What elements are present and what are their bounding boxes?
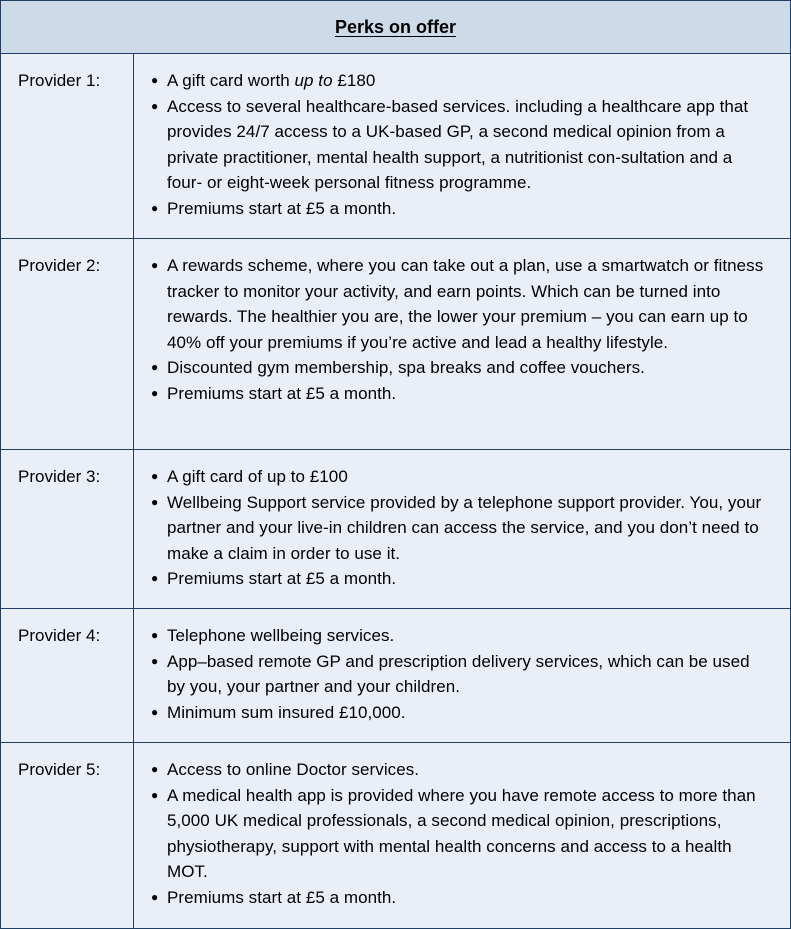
- provider-label: Provider 4:: [1, 609, 134, 742]
- list-item-text: Telephone wellbeing services.: [167, 626, 395, 645]
- bullet-icon: ●: [151, 98, 159, 113]
- list-item-text: A gift card of up to £100: [167, 467, 348, 486]
- list-item: [150, 757, 772, 783]
- bullet-icon: ●: [151, 762, 159, 776]
- list-item-text: Premiums start at £5 a month.: [167, 887, 397, 907]
- table-header: [1, 1, 790, 54]
- list-item-text: Premiums start at £5 a month.: [167, 569, 397, 589]
- bullet-icon: ●: [151, 385, 159, 400]
- provider-label: Provider 2:: [1, 239, 134, 449]
- list-item-text: Minimum sum insured £10,000.: [167, 702, 406, 722]
- bullet-icon: ●: [151, 494, 159, 509]
- bullet-icon: ●: [151, 469, 159, 483]
- perks-list: [150, 68, 772, 222]
- list-item-text: Premiums start at £5 a month.: [167, 198, 397, 218]
- list-item-text: £180: [332, 71, 376, 90]
- list-item: [150, 783, 772, 885]
- provider-row: [1, 743, 790, 929]
- provider-perks: [134, 54, 790, 238]
- list-item: [150, 196, 772, 222]
- list-item: [150, 381, 772, 407]
- list-item-text: Wellbeing Support service provided by a telephone support provider. You, your partner and your live-in children can access the service, and you don’t need to make a claim in order to use it.: [167, 492, 762, 563]
- list-item-text: Discounted gym membership, spa breaks and coffee vouchers.: [167, 358, 645, 378]
- list-item: [150, 700, 772, 726]
- perks-list: [150, 464, 772, 592]
- provider-label: Provider 3:: [1, 450, 134, 608]
- bullet-icon: ●: [151, 360, 159, 375]
- list-item-emphasis: up to: [294, 71, 333, 90]
- list-item-text: A rewards scheme, where you can take out a plan, use a smartwatch or fitness tracker to monitor your activity, and earn points. Which can be turned into rewards. The healthier you are, the lower your premium – you can earn up to 40% off your premiums if you’re active and lead a healthy lifestyle.: [167, 256, 764, 352]
- bullet-icon: ●: [151, 704, 159, 719]
- bullet-icon: ●: [151, 653, 159, 668]
- list-item: [150, 68, 772, 94]
- provider-label: Provider 1:: [1, 54, 134, 238]
- provider-perks: [134, 743, 790, 929]
- bullet-icon: ●: [151, 73, 159, 87]
- bullet-icon: ●: [151, 889, 159, 904]
- list-item-text: Premiums start at £5 a month.: [167, 383, 397, 403]
- perks-list: [150, 623, 772, 725]
- list-item: [150, 253, 772, 355]
- list-item: [150, 490, 772, 567]
- list-item: [150, 649, 772, 700]
- provider-perks: [134, 609, 790, 742]
- bullet-icon: ●: [151, 258, 159, 272]
- provider-row: [1, 239, 790, 450]
- list-item: [150, 355, 772, 381]
- provider-perks: [134, 450, 790, 608]
- bullet-icon: ●: [151, 200, 159, 215]
- bullet-icon: ●: [151, 628, 159, 642]
- list-item-text: A medical health app is provided where you have remote access to more than 5,000 UK medical professionals, a second medical opinion, prescriptions, physiotherapy, support with mental health concerns and access to a health MOT.: [167, 785, 756, 882]
- list-item-text: Access to several healthcare-based services. including a healthcare app that provides 24/7 access to a UK-based GP, a second medical opinion from a private practitioner, mental health support, a nutritionist con-sultation and a four- or eight-week personal fitness programme.: [167, 96, 749, 193]
- list-item-text: Access to online Doctor services.: [167, 760, 420, 779]
- list-item-text: A gift card worth: [167, 71, 295, 90]
- provider-row: [1, 450, 790, 609]
- provider-row: [1, 54, 790, 239]
- table-title: Perks on offer: [334, 16, 457, 37]
- list-item: [150, 94, 772, 196]
- bullet-icon: ●: [151, 571, 159, 586]
- provider-row: [1, 609, 790, 743]
- provider-perks: [134, 239, 790, 449]
- list-item: [150, 464, 772, 490]
- list-item: [150, 885, 772, 911]
- perks-list: [150, 757, 772, 911]
- list-item-text: App–based remote GP and prescription delivery services, which can be used by you, your partner and your children.: [167, 651, 750, 697]
- perks-list: [150, 253, 772, 407]
- list-item: [150, 623, 772, 649]
- bullet-icon: ●: [151, 787, 159, 802]
- list-item: [150, 566, 772, 592]
- provider-label: Provider 5:: [1, 743, 134, 929]
